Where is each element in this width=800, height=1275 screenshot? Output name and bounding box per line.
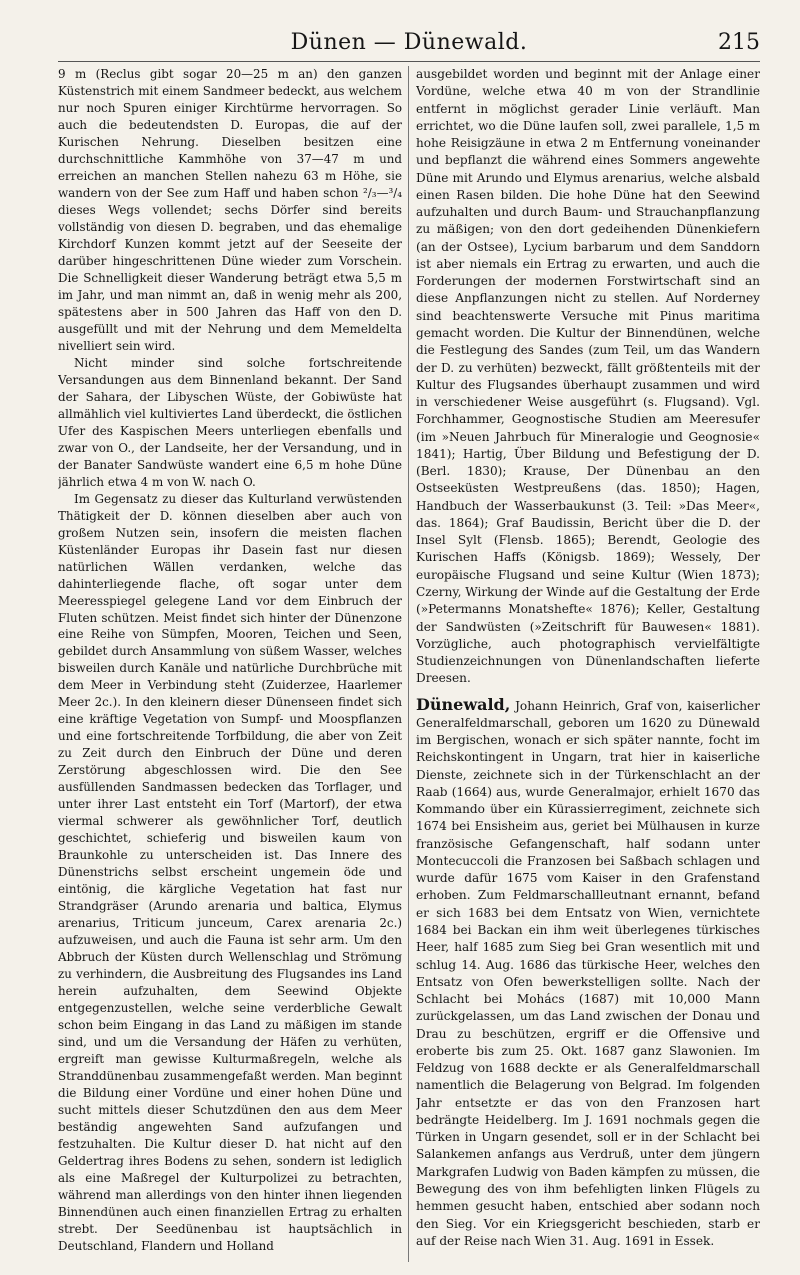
column-divider [408,66,409,1262]
header-rule [58,61,760,62]
page-number: 215 [718,30,760,55]
right-column [416,66,760,1266]
paragraph-inland-sanding: Nicht minder sind solche fortschreitende Versandungen aus dem Binnenland bekannt. Der Sand der Sahara, der Libyschen Wüste, der Gobiwüste hat allmählich viel kultiviertes Land überdeckt, die östlichen Ufer des Kaspischen Meers unterliegen ebenfalls und zwar von O., der Landseite, her der Versandung, und in der Banater Sandwüste wandert eine 6,5 m hohe Düne jährlich etwa 4 m von W. nach O. [58,355,402,489]
left-column [58,66,402,1266]
paragraph-dune-migration: 9 m (Reclus gibt sogar 20—25 m an) den ganzen Küstenstrich mit einem Sandmeer bedeckt, aus welchem nur noch Spuren einiger Kirchtürme hervorragen. So auch die bedeutendsten D. Europas, die auf der Kurischen Nehrung. Dieselben besitzen eine durchschnittliche Kammhöhe von 37—47 m und erreichen an manchen Stellen nahezu 63 m Höhe, sie wandern von der See zum Haff und haben schon ²/₃—³/₄ dieses Wegs vollendet; sechs Dörfer sind bereits vollständig von diesen D. begraben, und das ehemalige Kirchdorf Kunzen kommt jetzt auf der Seeseite der darüber hingeschrittenen Düne wieder zum Vorschein. Die Schnelligkeit dieser Wanderung beträgt etwa 5,5 m im Jahr, und man nimmt an, daß in wenig mehr als 200, spätestens aber in 500 Jahren das Haff von den D. ausgefüllt und mit der Nehrung und dem Memeldelta nivelliert sein wird. [58,67,402,353]
running-head: Dünen — Dünewald. [290,30,528,55]
page-header [58,26,760,62]
entry-headword: Dünewald, [416,694,511,714]
paragraph-dune-construction: ausgebildet worden und beginnt mit der Anlage einer Vordüne, welche etwa 40 m von der Strandlinie entfernt in möglichst gerader Linie verläuft. Man errichtet, wo die Düne laufen soll, zwei parallele, 1,5 m hohe Reisigzäune in etwa 2 m Entfernung voneinander und bepflanzt die während eines Sommers angewehte Düne mit Arundo und Elymus arenarius, welche alsbald einen Rasen bilden. Die hohe Düne hat den Seewind aufzuhalten und durch Baum- und Strauchanpflanzung zu mäßigen; von den dort gedeihenden Dünenkiefern (an der Ostsee), Lycium barbarum und dem Sanddorn ist aber niemals ein Ertrag zu erwarten, und auch die Forderungen der modernen Forstwirtschaft sind an diese Anpflanzungen nicht zu stellen. Auf Norderney sind beachtenswerte Versuche mit Pinus maritima gemacht worden. Die Kultur der Binnendünen, welche die Festlegung des Sandes (zum Teil, um das Wandern der D. zu verhüten) bezweckt, fällt größtenteils mit der Kultur des Flugsandes überhaupt zusammen und wird in verschiedener Weise ausgeführt (s. Flugsand). Vgl. Forchhammer, Geognostische Studien am Meeresufer (im »Neuen Jahrbuch für Mineralogie und Geognosie« 1841); Hartig, Über Bildung und Befestigung der D. (Berl. 1830); Krause, Der Dünenbau an den Ostseeküsten Westpreußens (das. 1850); Hagen, Handbuch der Wasserbaukunst (3. Teil: »Das Meer«, das. 1864); Graf Baudissin, Bericht über die D. der Insel Sylt (Flensb. 1865); Berendt, Geologie des Kurischen Haffs (Königsb. 1869); Wessely, Der europäische Flugsand und seine Kultur (Wien 1873); Czerny, Wirkung der Winde auf die Gestaltung der Erde (»Petermanns Monatshefte« 1876); Keller, Gestaltung der Sandwüsten (»Zeitschrift für Bauwesen« 1881). Vorzügliche, auch photographisch vervielfältigte Studienzeichnungen von Dünenlandschaften lieferte Dreesen. [416,67,760,686]
paragraph-dune-benefits: Im Gegensatz zu dieser das Kulturland verwüstenden Thätigkeit der D. können dieselben aber auch von großem Nutzen sein, insofern die meisten flachen Küstenländer Europas ihr Dasein fast nur diesen natürlichen Wällen verdanken, welche das dahinterliegende flache, oft sogar unter dem Meeresspiegel gelegene Land vor dem Einbruch der Fluten schützen. Meist findet sich hinter der Dünenzone eine Reihe von Sümpfen, Mooren, Teichen und Seen, gebildet durch Ansammlung von süßem Wasser, welches bisweilen durch Kanäle und natürliche Durchbrüche mit dem Meer in Verbindung steht (Zuiderzee, Haarlemer Meer 2c.). In den kleinern dieser Dünenseen findet sich eine kräftige Vegetation von Sumpf- und Moospflanzen und eine fortschreitende Torfbildung, die aber von Zeit zu Zeit durch den Einbruch der Düne und deren Zerstörung abgeschlossen wird. Die den See ausfüllenden Sandmassen bedecken das Torflager, und unter ihrer Last entsteht ein Torf (Martorf), der etwa viermal schwerer als gewöhnlicher Torf, deutlich geschichtet, schieferig und bisweilen kaum von Braunkohle zu unterscheiden ist. Das Innere des Dünenstrichs selbst erscheint ungemein öde und eintönig, die kärgliche Vegetation hat fast nur Strandgräser (Arundo arenaria und baltica, Elymus arenarius, Triticum junceum, Carex arenaria 2c.) aufzuweisen, und auch die Fauna ist sehr arm. Um den Abbruch der Küsten durch Wellenschlag und Strömung zu verhindern, die Ausbreitung des Flugsandes ins Land herein aufzuhalten, dem Seewind Objekte entgegenzustellen, welche seine verderbliche Gewalt schon beim Eingang in das Land zu mäßigen im stande sind, und um die Versandung der Häfen zu verhüten, ergreift man gewisse Kulturmaßregeln, welche als Stranddünenbau zusammengefaßt werden. Man beginnt die Bildung einer Vordüne und einer hohen Düne und sucht mittels dieser Schutzdünen den aus dem Meer beständig angewehten Sand aufzufangen und festzuhalten. Die Kultur dieser D. hat nicht auf den Geldertrag ihres Bodens zu sehen, sondern ist lediglich als eine Maßregel der Kulturpolizei zu betrachten, während man allerdings von den hinter ihnen liegenden Binnendünen auch einen finanziellen Ertrag zu erhalten strebt. Der Seedünenbau ist hauptsächlich in Deutschland, Flandern und Holland [58,491,402,1253]
entry-duenewald [416,696,760,1251]
entry-text: Johann Heinrich, Graf von, kaiserlicher Generalfeldmarschall, geboren um 1620 zu Dünewald im Bergischen, wonach er sich später nannte, focht im Reichskontingent in Ungarn, trat hier in kaiserliche Dienste, zeichnete sich in der Türkenschlacht an der Raab (1664) aus, wurde Generalmajor, erhielt 1670 das Kommando über ein Kürassierregiment, zeichnete sich 1674 bei Ensisheim aus, geriet bei Mülhausen in kurze französische Gefangenschaft, half sodann unter Montecuccoli die Franzosen bei Saßbach schlagen und wurde dafür 1675 vom Kaiser in den Grafenstand erhoben. Zum Feldmarschallleutnant ernannt, befand er sich 1683 bei dem Entsatz von Wien, vernichtete 1684 bei Backan ein ihm weit überlegenes türkisches Heer, half 1685 zum Sieg bei Gran wesentlich mit und schlug 14. Aug. 1686 das türkische Heer, welches den Entsatz von Ofen bewerkstelligen sollte. Nach der Schlacht bei Mohács (1687) mit 10,000 Mann zurückgelassen, um das Land zwischen der Donau und Drau zu beschützen, ergriff er die Offensive und eroberte bis zum 25. Okt. 1687 ganz Slawonien. Im Feldzug von 1688 deckte er als Generalfeldmarschall namentlich die Belagerung von Belgrad. Im folgenden Jahr entsetzte er das von den Franzosen hart bedrängte Heidelberg. Im J. 1691 nochmals gegen die Türken in Ungarn gesendet, soll er in der Schlacht bei Salankemen anfangs aus Verdruß, unter dem jüngern Markgrafen Ludwig von Baden kämpfen zu müssen, die Bewegung des von ihm befehligten linken Flügels zu hemmen gesucht haben, entschied aber sodann noch den Sieg. Vor ein Kriegsgericht beschieden, starb er auf der Reise nach Wien 31. Aug. 1691 in Essek. [416,698,760,1248]
